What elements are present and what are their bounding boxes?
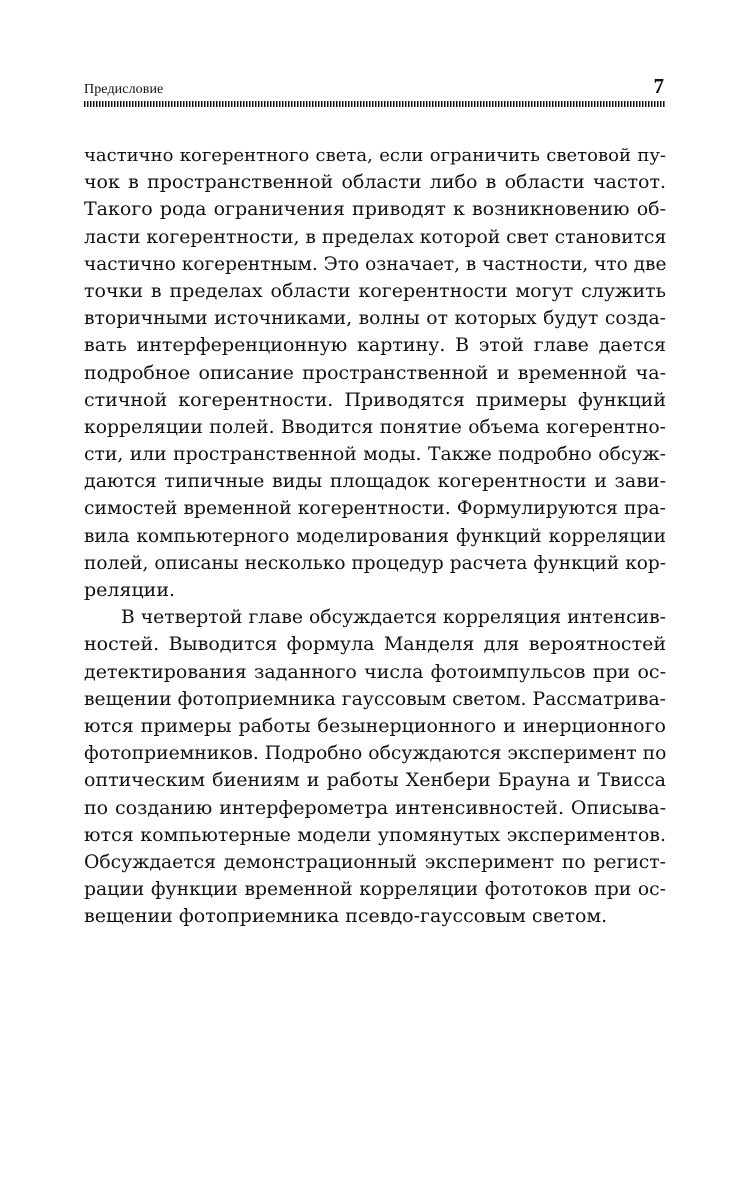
running-header xyxy=(84,74,666,100)
text-line: точки в пределах области когерентности могут служить xyxy=(84,279,666,302)
paragraph xyxy=(84,142,666,604)
text-line: частично когерентного света, если ограничить световой пу- xyxy=(84,145,666,166)
text-line: корреляции полей. Вводится понятие объема когерентно- xyxy=(84,416,666,438)
body-text xyxy=(84,142,666,930)
text-line: по созданию интерферометра интенсивностей. Описыва- xyxy=(84,796,666,819)
text-line: ются компьютерные модели упомянутых экспериментов. xyxy=(84,823,666,846)
text-line: частично когерентным. Это означает, в частности, что две xyxy=(84,253,667,275)
text-line: вать интерференционную картину. В этой главе дается xyxy=(84,334,666,357)
text-line: оптическим биениям и работы Хенбери Брауна и Твисса xyxy=(84,769,666,792)
text-line: вещении фотоприемника гауссовым светом. Рассматрива- xyxy=(84,688,666,710)
text-line: ласти когерентности, в пределах которой свет становится xyxy=(84,226,667,248)
text-line: реляции. xyxy=(84,579,176,601)
text-line: В четвертой главе обсуждается корреляция интенсив- xyxy=(121,607,666,629)
text-line: сти, или пространственной моды. Также подробно обсуж- xyxy=(84,444,666,466)
text-line: ются примеры работы безынерционного и инерционного xyxy=(84,714,666,737)
text-line: симостей временной когерентности. Формулируются пра- xyxy=(84,498,666,520)
header-dotted-rule xyxy=(84,101,666,107)
text-line: подробное описание пространственной и временной ча- xyxy=(84,361,666,384)
running-title: Предисловие xyxy=(84,82,164,97)
text-line: Такого рода ограничения приводят к возникновению об- xyxy=(84,198,666,221)
text-line: ностей. Выводится формула Манделя для вероятностей xyxy=(84,633,666,656)
paragraph xyxy=(84,604,666,930)
text-line: детектирования заданного числа фотоимпульсов при ос- xyxy=(84,660,666,683)
text-line: полей, описаны несколько процедур расчета функций кор- xyxy=(84,552,666,574)
text-line: даются типичные виды площадок когерентности и зави- xyxy=(84,470,666,493)
text-line: чок в пространственной области либо в области частот. xyxy=(84,171,666,194)
text-line: Обсуждается демонстрационный эксперимент по регист- xyxy=(84,851,666,873)
text-line: фотоприемников. Подробно обсуждаются эксперимент по xyxy=(84,743,667,765)
text-line: стичной когерентности. Приводятся примеры функций xyxy=(84,388,666,411)
text-line: вила компьютерного моделирования функций корреляции xyxy=(84,525,666,547)
text-line: вторичными источниками, волны от которых будут созда- xyxy=(84,308,666,330)
text-line: вещении фотоприемника псевдо-гауссовым светом. xyxy=(84,905,608,928)
page-number: 7 xyxy=(653,74,664,98)
text-line: рации функции временной корреляции фототоков при ос- xyxy=(84,879,666,901)
